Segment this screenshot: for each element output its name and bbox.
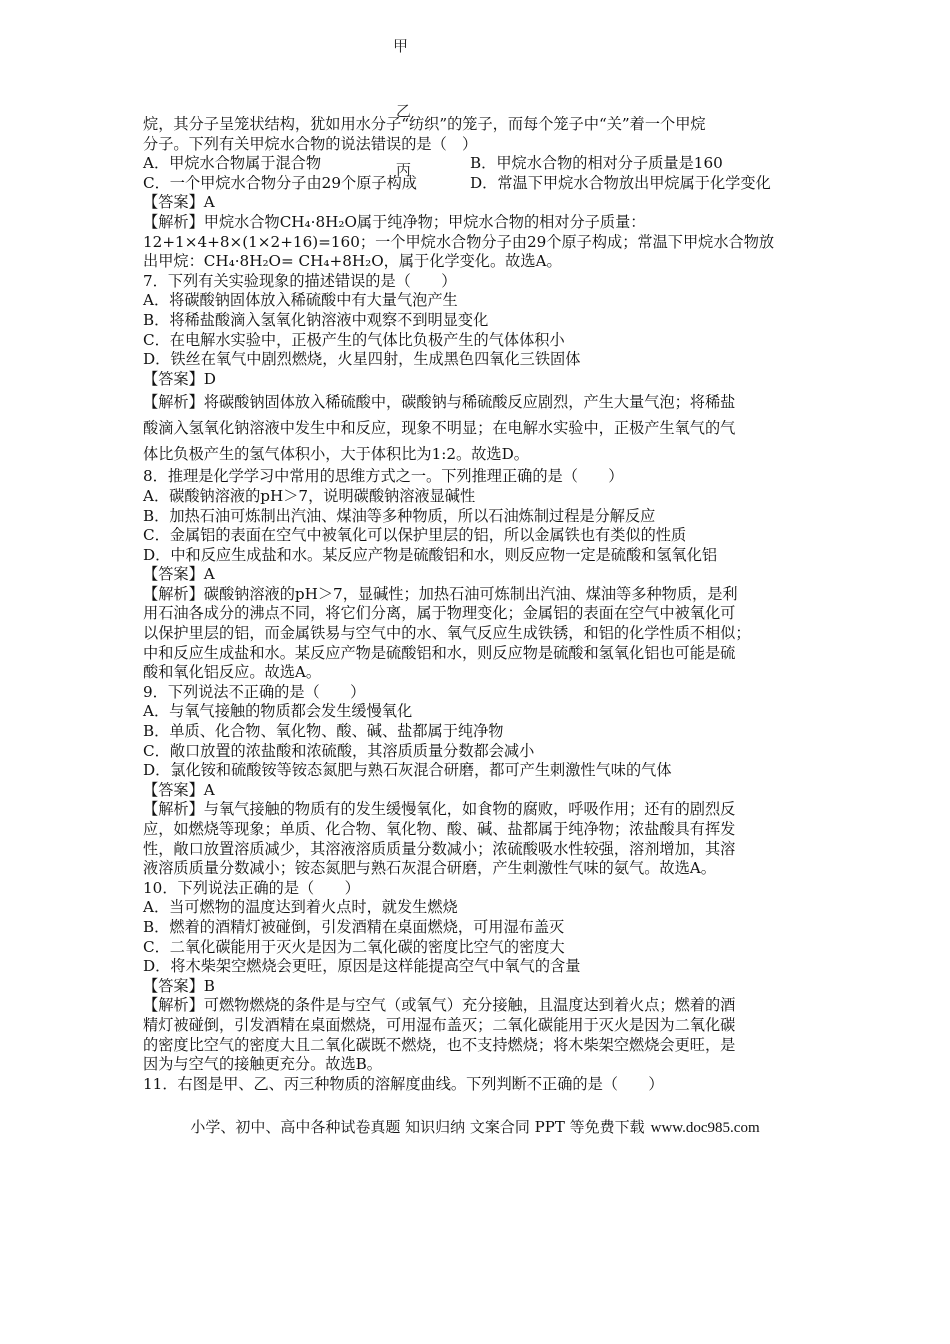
text-line: 【解析】与氧气接触的物质有的发生缓慢氧化，如食物的腐败，呼吸作用；还有的剧烈反 (143, 800, 736, 819)
text-line: A．当可燃物的温度达到着火点时，就发生燃烧 (143, 898, 458, 917)
text-line: C．在电解水实验中，正极产生的气体比负极产生的气体体积小 (143, 330, 565, 349)
text-line: 7．下列有关实验现象的描述错误的是（ ） (143, 271, 457, 290)
figure-label-yi: 乙 (396, 102, 412, 120)
text-line: 【解析】将碳酸钠固体放入稀硫酸中，碳酸钠与稀硫酸反应剧烈，产生大量气泡；将稀盐 (143, 393, 736, 412)
text-line: 【答案】A (143, 193, 215, 212)
text-line: 【答案】A (143, 565, 215, 584)
option-row (143, 174, 813, 194)
footer-url[interactable]: www.doc985.com (650, 1120, 760, 1136)
text-line: D．将木柴架空燃烧会更旺，原因是这样能提高空气中氧气的含量 (143, 957, 581, 976)
text-line: 用石油各成分的沸点不同，将它们分离，属于物理变化；金属铝的表面在空气中被氧化可 (143, 604, 736, 623)
text-line: C．敞口放置的浓盐酸和浓硫酸，其溶质质量分数都会减小 (143, 741, 535, 760)
text-line: 烷，其分子呈笼状结构，犹如用水分子“纺织”的笼子，而每个笼子中“关”着一个甲烷 (143, 115, 706, 133)
option-text: D．常温下甲烷水合物放出甲烷属于化学变化 (470, 173, 771, 192)
text-line: 应，如燃烧等现象；单质、化合物、氧化物、酸、碱、盐都属于纯净物；浓盐酸具有挥发 (143, 820, 736, 838)
option-text: C．一个甲烷水合物分子由29个原子构成 (143, 173, 417, 192)
figure-label-bing: 丙 (396, 161, 412, 179)
footer-text: 小学、初中、高中各种试卷真题 知识归纳 文案合同 PPT 等免费下载 (190, 1118, 645, 1136)
text-line: D．中和反应生成盐和水。某反应产物是硫酸铝和水，则反应物一定是硫酸和氢氧化铝 (143, 545, 718, 564)
text-line: 液溶质质量分数减小；铵态氮肥与熟石灰混合研磨，产生刺激性气味的氨气。故选A。 (143, 859, 716, 878)
figure-label-jia: 甲 (393, 37, 409, 55)
text-line: 【解析】碳酸钠溶液的pH＞7，显碱性；加热石油可炼制出汽油、煤油等多种物质，是利 (143, 584, 738, 603)
text-line: 9．下列说法不正确的是（ ） (143, 682, 366, 701)
text-line: 酸和氧化铝反应。故选A。 (143, 663, 322, 682)
text-line: 性，敞口放置溶质减少，其溶液溶质质量分数减小；浓硫酸吸水性较强，溶剂增加，其溶 (143, 839, 736, 858)
document-body (143, 115, 813, 1094)
text-line: 酸滴入氢氧化钠溶液中发生中和反应，现象不明显；在电解水实验中，正极产生氧气的气 (143, 419, 736, 438)
text-line: 8．推理是化学学习中常用的思维方式之一。下列推理正确的是（ ） (143, 467, 624, 486)
text-line: 【答案】D (143, 369, 216, 388)
text-line: A．将碳酸钠固体放入稀硫酸中有大量气泡产生 (143, 291, 458, 310)
text-line: 体比负极产生的氢气体积小，大于体积比为1:2。故选D。 (143, 445, 529, 464)
text-line: 以保护里层的铝，而金属铁易与空气中的水、氧气反应生成铁锈，和铝的化学性质不相似； (143, 624, 751, 643)
text-line: 10．下列说法正确的是（ ） (143, 878, 360, 897)
text-line: C．金属铝的表面在空气中被氧化可以保护里层的铝，所以金属铁也有类似的性质 (143, 526, 687, 545)
text-line: 12+1×4+8×(1×2+16)=160；一个甲烷水合物分子由29个原子构成；常温下甲烷水合物放 (143, 232, 775, 251)
text-line: B．将稀盐酸滴入氢氧化钠溶液中观察不到明显变化 (143, 310, 489, 329)
text-line: 精灯被碰倒，引发酒精在桌面燃烧，可用湿布盖灭；二氧化碳能用于灭火是因为二氧化碳 (143, 1015, 736, 1034)
page-footer (0, 1116, 950, 1137)
text-line: D．氯化铵和硫酸铵等铵态氮肥与熟石灰混合研磨，都可产生刺激性气味的气体 (143, 761, 672, 780)
text-line: C．二氧化碳能用于灭火是因为二氧化碳的密度比空气的密度大 (143, 937, 565, 956)
text-line: 的密度比空气的密度大且二氧化碳既不燃烧，也不支持燃烧；将木柴架空燃烧会更旺，是 (143, 1035, 736, 1054)
text-line: B．燃着的酒精灯被碰倒，引发酒精在桌面燃烧，可用湿布盖灭 (143, 917, 565, 936)
text-line: 分子。下列有关甲烷水合物的说法错误的是（ ） (143, 134, 478, 153)
text-line: B．加热石油可炼制出汽油、煤油等多种物质，所以石油炼制过程是分解反应 (143, 506, 656, 525)
text-line: 【解析】可燃物燃烧的条件是与空气（或氧气）充分接触，且温度达到着火点；燃着的酒 (143, 996, 736, 1015)
text-line: 【答案】B (143, 976, 215, 995)
option-text: B．甲烷水合物的相对分子质量是160 (470, 154, 723, 173)
text-line: A．碳酸钠溶液的pH＞7，说明碳酸钠溶液显碱性 (143, 486, 476, 505)
option-text: A．甲烷水合物属于混合物 (143, 154, 322, 173)
text-line: 【解析】甲烷水合物CH₄·8H₂O属于纯净物；甲烷水合物的相对分子质量： (143, 212, 646, 231)
text-line: 出甲烷：CH₄·8H₂O= CH₄+8H₂O，属于化学变化。故选A。 (143, 252, 562, 271)
text-line: 中和反应生成盐和水。某反应产物是硫酸铝和水，则反应物是硫酸和氢氧化铝也可能是硫 (143, 643, 736, 662)
text-line: B．单质、化合物、氧化物、酸、碱、盐都属于纯净物 (143, 722, 504, 741)
text-line: A．与氧气接触的物质都会发生缓慢氧化 (143, 702, 413, 721)
text-line: D．铁丝在氧气中剧烈燃烧，火星四射，生成黑色四氧化三铁固体 (143, 350, 581, 369)
text-line: 11．右图是甲、乙、丙三种物质的溶解度曲线。下列判断不正确的是（ ） (143, 1074, 664, 1093)
option-row (143, 154, 813, 174)
text-line: 【答案】A (143, 780, 215, 799)
text-line: 因为与空气的接触更充分。故选B。 (143, 1055, 382, 1074)
